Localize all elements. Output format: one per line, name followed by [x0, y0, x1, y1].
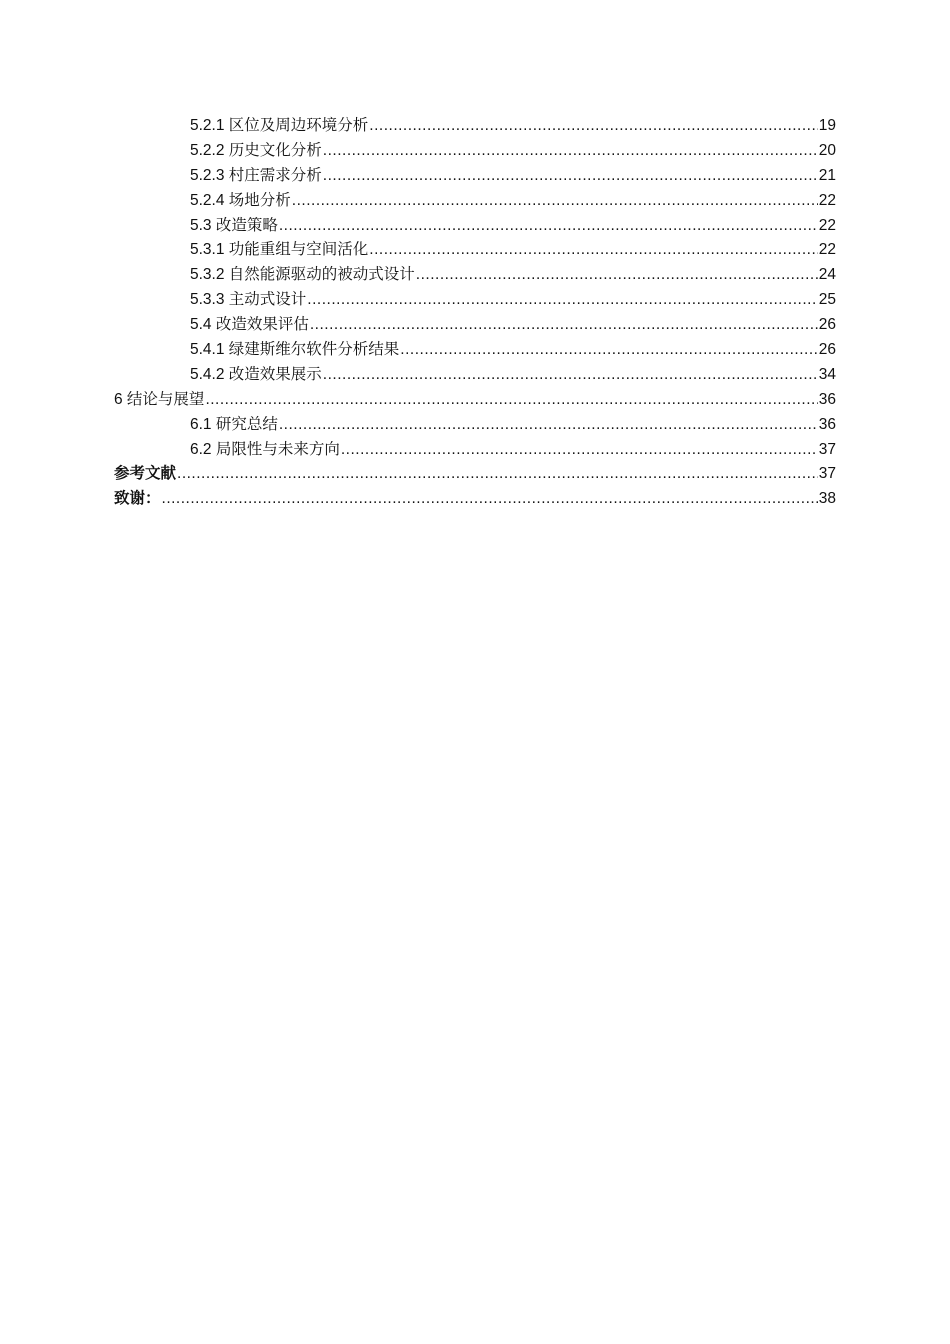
toc-entry[interactable]: [114, 388, 836, 413]
toc-entry-title: 5.3.2 自然能源驱动的被动式设计: [190, 266, 415, 284]
toc-dot-leader: [369, 238, 817, 263]
toc-dot-leader: [416, 263, 818, 288]
toc-entry-title: 5.3 改造策略: [190, 216, 278, 234]
toc-entry[interactable]: [114, 114, 836, 139]
toc-dot-leader: [292, 189, 818, 214]
toc-dot-leader: [310, 313, 818, 338]
table-of-contents: [114, 114, 836, 512]
toc-dot-leader: [400, 338, 817, 363]
toc-entry-page: 26: [818, 341, 836, 359]
toc-dot-leader: [279, 413, 818, 438]
toc-entry-title: 5.4.1 绿建斯维尔软件分析结果: [190, 341, 400, 359]
toc-dot-leader: [205, 388, 817, 413]
toc-entry-title: 6.2 局限性与未来方向: [190, 440, 340, 458]
toc-entry-page: 26: [818, 316, 836, 334]
toc-entry-title: 5.4 改造效果评估: [190, 316, 309, 334]
toc-entry-page: 25: [818, 291, 836, 309]
toc-entry-title: 致谢：: [114, 490, 161, 508]
toc-entry[interactable]: [114, 462, 836, 487]
toc-entry[interactable]: [114, 338, 836, 363]
toc-entry[interactable]: [114, 313, 836, 338]
toc-entry[interactable]: [114, 214, 836, 239]
toc-entry-title: 参考文献: [114, 465, 177, 483]
toc-entry[interactable]: [114, 189, 836, 214]
toc-entry-title: 5.2.3 村庄需求分析: [190, 166, 322, 184]
toc-entry[interactable]: [114, 487, 836, 512]
toc-entry[interactable]: [114, 263, 836, 288]
toc-dot-leader: [369, 114, 817, 139]
toc-entry-page: 34: [818, 365, 836, 383]
toc-entry-title: 5.3.3 主动式设计: [190, 291, 307, 309]
toc-entry-page: 22: [818, 216, 836, 234]
toc-dot-leader: [177, 462, 818, 487]
toc-entry[interactable]: [114, 139, 836, 164]
toc-dot-leader: [307, 288, 817, 313]
toc-entry[interactable]: [114, 164, 836, 189]
toc-entry-title: 5.2.2 历史文化分析: [190, 141, 322, 159]
toc-entry[interactable]: [114, 363, 836, 388]
toc-entry-page: 19: [818, 117, 836, 134]
toc-entry-page: 37: [818, 440, 836, 458]
toc-entry[interactable]: [114, 288, 836, 313]
toc-entry[interactable]: [114, 238, 836, 263]
toc-dot-leader: [162, 487, 818, 512]
toc-dot-leader: [279, 214, 818, 239]
toc-dot-leader: [341, 438, 818, 463]
toc-entry-page: 22: [818, 191, 836, 209]
toc-entry-page: 36: [818, 415, 836, 433]
toc-dot-leader: [323, 164, 818, 189]
toc-entry-page: 37: [818, 465, 836, 483]
toc-entry-page: 38: [818, 490, 836, 508]
toc-entry-page: 20: [818, 141, 836, 159]
toc-entry-title: 5.2.1 区位及周边环境分析: [190, 117, 369, 134]
toc-dot-leader: [323, 139, 818, 164]
toc-entry-title: 5.3.1 功能重组与空间活化: [190, 241, 369, 259]
toc-entry-page: 24: [818, 266, 836, 284]
toc-entry-page: 36: [818, 390, 836, 408]
toc-entry[interactable]: [114, 438, 836, 463]
toc-entry-title: 6 结论与展望: [114, 390, 205, 408]
toc-entry[interactable]: [114, 413, 836, 438]
toc-entry-page: 22: [818, 241, 836, 259]
toc-entry-title: 5.4.2 改造效果展示: [190, 365, 322, 383]
toc-entry-title: 6.1 研究总结: [190, 415, 278, 433]
toc-entry-title: 5.2.4 场地分析: [190, 191, 291, 209]
toc-dot-leader: [323, 363, 818, 388]
toc-entry-page: 21: [818, 166, 836, 184]
